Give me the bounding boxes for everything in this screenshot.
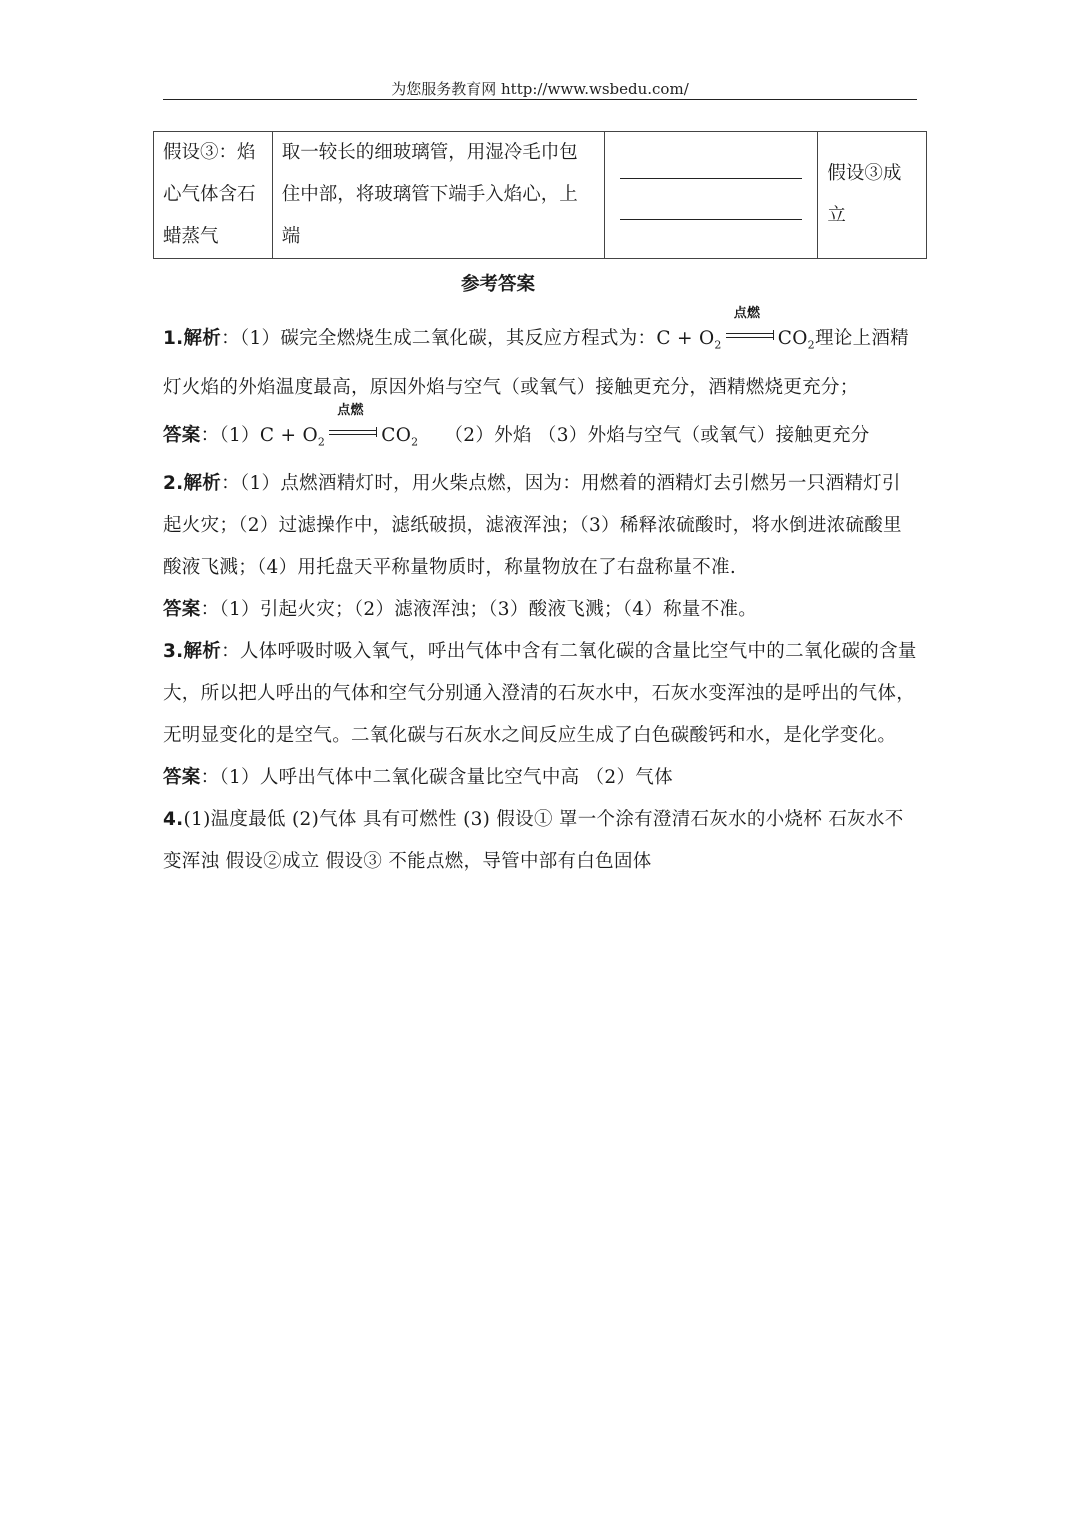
reaction-arrow: 点燃	[726, 327, 774, 345]
q2-analysis-label: 2.解析	[163, 473, 222, 495]
table-row	[154, 132, 927, 259]
header-rule	[163, 99, 917, 100]
q3-analysis: 3.解析：人体呼吸时吸入氧气，呼出气体中含有二氧化碳的含量比空气中的二氧化碳的含量大，所以把人呼出的气体和空气分别通入澄清的石灰水中，石灰水变浑浊的是呼出的气体，无明显变化的是空气。二氧化碳与石灰水之间反应生成了白色碳酸钙和水，是化学变化。	[163, 641, 917, 747]
q1-answer-label: 答案	[163, 424, 201, 446]
q3-analysis-label: 3.解析	[163, 641, 222, 663]
fill-in-blank	[620, 178, 802, 179]
hypothesis-cell: 假设③：焰心气体含石蜡蒸气	[154, 132, 273, 259]
experiment-table	[153, 131, 927, 259]
reaction-arrow: 点燃	[329, 424, 377, 442]
procedure-cell: 取一较长的细玻璃管，用湿冷毛巾包住中部，将玻璃管下端手入焰心，上端	[272, 132, 605, 259]
answers-title: 参考答案	[460, 274, 535, 295]
q2-answer: 答案：（1）引起火灾；（2）滤液浑浊；（3）酸液飞溅；（4）称量不准。	[163, 599, 758, 621]
q2-analysis: 2.解析：（1）点燃酒精灯时，用火柴点燃，因为：用燃着的酒精灯去引燃另一只酒精灯引起火灾；（2）过滤操作中，滤纸破损，滤液浑浊；（3）稀释浓硫酸时，将水倒进浓硫酸里酸液飞溅；（4）用托盘天平称量物质时，称量物放在了右盘称量不准.	[163, 473, 902, 579]
q4-answer: 4.(1)温度最低 (2)气体 具有可燃性 (3) 假设① 罩一个涂有澄清石灰水的小烧杯 石灰水不变浑浊 假设②成立 假设③ 不能点燃，导管中部有白色固体	[163, 809, 904, 873]
q1-answer: 答案：$(1)C + O_2$ 点燃 $CO_2$ （2）外焰 （3）外焰与空气（或氧气）接触更充分	[163, 402, 870, 449]
q2-answer-label: 答案	[163, 599, 201, 621]
conclusion-cell: 假设③成立	[818, 132, 927, 259]
q3-answer-label: 答案	[163, 767, 201, 789]
q4-label: 4.	[163, 809, 184, 831]
q3-answer: 答案：（1）人呼出气体中二氧化碳含量比空气中高 （2）气体	[163, 767, 673, 789]
fill-in-blank	[620, 219, 802, 220]
q1-analysis: 1.解析：（1）碳完全燃烧生成二氧化碳，其反应方程式为：$C + O_2$ 点燃 $CO_2$理论上酒精灯火焰的外焰温度最高，原因外焰与空气（或氧气）接触更充分，酒精燃烧更充分；	[163, 306, 909, 398]
phenomenon-blank-cell	[605, 132, 818, 259]
q1-analysis-label: 1.解析	[163, 328, 222, 349]
page-header: 为您服务教育网 http://www.wsbedu.com/	[391, 80, 689, 98]
answers-body	[163, 306, 918, 883]
